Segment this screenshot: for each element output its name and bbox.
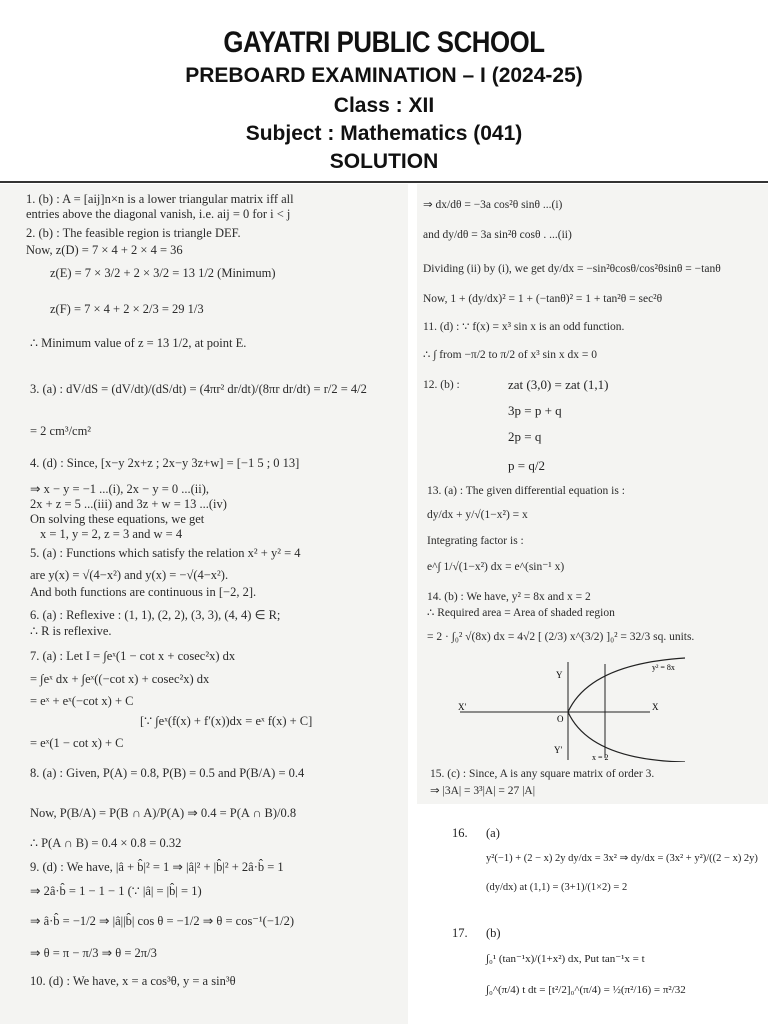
line-label: x = 2 — [592, 753, 609, 762]
solution-line: Now, z(D) = 7 × 4 + 2 × 4 = 36 — [26, 243, 183, 257]
page-header — [0, 0, 768, 180]
solution-line: 5. (a) : Functions which satisfy the relation x² + y² = 4 — [30, 546, 301, 560]
parabola-area-graph — [440, 656, 690, 762]
x-axis-label: X — [652, 702, 659, 712]
parabola-lower — [568, 712, 685, 762]
q12-step: p = q/2 — [508, 458, 545, 473]
solution-line: ∴ R is reflexive. — [30, 624, 112, 638]
solution-line: ⇒ 2â·b̂ = 1 − 1 − 1 (∵ |â| = |b̂| = 1) — [30, 884, 202, 898]
solution-line: ∴ P(A ∩ B) = 0.4 × 0.8 = 0.32 — [30, 836, 182, 850]
class-label: Class : XII — [333, 94, 435, 117]
solution-line: And both functions are continuous in [−2, 2]. — [30, 585, 257, 599]
q16-number: 16. — [452, 826, 468, 840]
solution-line: Now, 1 + (dy/dx)² = 1 + (−tanθ)² = 1 + tan²θ = sec²θ — [423, 293, 663, 305]
solution-line: = ∫eˣ dx + ∫eˣ((−cot x) + cosec²x) dx — [30, 672, 210, 686]
solution-title: SOLUTION — [329, 150, 439, 173]
solution-line: 13. (a) : The given differential equation is : — [427, 485, 625, 497]
y-axis-neg-label: Y′ — [554, 745, 563, 755]
solution-line: entries above the diagonal vanish, i.e. aij = 0 for i < j — [26, 207, 291, 221]
x-axis-neg-label: X′ — [458, 702, 467, 712]
solution-line: 14. (b) : We have, y² = 8x and x = 2 — [427, 591, 591, 603]
scanned-solutions-left — [0, 184, 408, 1024]
solution-line: 4. (d) : Since, [x−y 2x+z ; 2x−y 3z+w] = [−1 5 ; 0 13] — [30, 456, 300, 470]
q12-step: zat (3,0) = zat (1,1) — [508, 377, 609, 392]
q12-step: 3p = p + q — [508, 403, 562, 418]
solution-line: Integrating factor is : — [427, 535, 524, 547]
q17-option: (b) — [486, 926, 501, 940]
subject-label: Subject : Mathematics (041) — [245, 122, 523, 145]
solution-line: [∵ ∫eˣ(f(x) + f′(x))dx = eˣ f(x) + C] — [140, 714, 313, 728]
exam-title: PREBOARD EXAMINATION – I (2024-25) — [185, 64, 583, 87]
q17-number: 17. — [452, 926, 468, 940]
solution-line: 1. (b) : A = [aij]n×n is a lower triangular matrix iff all — [26, 192, 294, 206]
solution-line: = eˣ + eˣ(−cot x) + C — [30, 694, 134, 708]
solution-line: and dy/dθ = 3a sin²θ cosθ . ...(ii) — [423, 229, 572, 241]
solution-line: 7. (a) : Let I = ∫eˣ(1 − cot x + cosec²x) dx — [30, 649, 236, 663]
solution-line: dy/dx + y/√(1−x²) = x — [427, 509, 528, 521]
solution-line: 11. (d) : ∵ f(x) = x³ sin x is an odd function. — [423, 321, 625, 333]
solution-line: = 2 cm³/cm² — [30, 424, 92, 438]
q12-step: 2p = q — [508, 429, 542, 444]
solution-line: x = 1, y = 2, z = 3 and w = 4 — [40, 527, 183, 541]
solution-line: On solving these equations, we get — [30, 512, 205, 526]
solution-line: 10. (d) : We have, x = a cos³θ, y = a sin³θ — [30, 974, 236, 988]
solution-line: = eˣ(1 − cot x) + C — [30, 736, 124, 750]
solution-line: ⇒ θ = π − π/3 ⇒ θ = 2π/3 — [30, 946, 157, 960]
solution-line: ⇒ â·b̂ = −1/2 ⇒ |â||b̂| cos θ = −1/2 ⇒ θ = cos⁻¹(−1/2) — [30, 914, 295, 928]
q17-step: ∫₀¹ (tan⁻¹x)/(1+x²) dx, Put tan⁻¹x = t — [486, 953, 645, 965]
origin-label: O — [557, 714, 564, 724]
solution-line: 2x + z = 5 ...(iii) and 3z + w = 13 ...(iv) — [30, 497, 227, 511]
q16-step: y²(−1) + (2 − x) 2y dy/dx = 3x² ⇒ dy/dx = (3x² + y²)/((2 − x) 2y) — [486, 853, 758, 864]
q16-option: (a) — [486, 826, 500, 840]
solution-line: are y(x) = √(4−x²) and y(x) = −√(4−x²). — [30, 568, 229, 582]
solution-line: 8. (a) : Given, P(A) = 0.8, P(B) = 0.5 and P(B/A) = 0.4 — [30, 766, 305, 780]
y-axis-label: Y — [556, 670, 563, 680]
curve-label: y² = 8x — [652, 663, 675, 672]
solution-line: ⇒ x − y = −1 ...(i), 2x − y = 0 ...(ii), — [30, 482, 210, 496]
solution-line: ⇒ |3A| = 3³|A| = 27 |A| — [430, 785, 536, 797]
solution-line: 6. (a) : Reflexive : (1, 1), (2, 2), (3, 3), (4, 4) ∈ R; — [30, 608, 281, 622]
solution-line: e^∫ 1/√(1−x²) dx = e^(sin⁻¹ x) — [427, 561, 565, 573]
solution-line: ∴ Required area = Area of shaded region — [427, 607, 615, 619]
solution-line: 12. (b) : — [423, 379, 460, 391]
q16-step: (dy/dx) at (1,1) = (3+1)/(1×2) = 2 — [486, 882, 628, 893]
solution-line: Dividing (ii) by (i), we get dy/dx = −sin²θcosθ/cos²θsinθ = −tanθ — [423, 263, 721, 275]
solution-line: 15. (c) : Since, A is any square matrix of order 3. — [430, 768, 655, 780]
solution-line: z(F) = 7 × 4 + 2 × 2/3 = 29 1/3 — [50, 302, 204, 316]
solution-line: ∴ ∫ from −π/2 to π/2 of x³ sin x dx = 0 — [423, 349, 597, 361]
solution-line: Now, P(B/A) = P(B ∩ A)/P(A) ⇒ 0.4 = P(A ∩ B)/0.8 — [30, 806, 297, 820]
q17-step: ∫₀^(π/4) t dt = [t²/2]₀^(π/4) = ½(π²/16) = π²/32 — [486, 984, 686, 996]
solution-line: 2. (b) : The feasible region is triangle DEF. — [26, 226, 241, 240]
solution-line: ∴ Minimum value of z = 13 1/2, at point E. — [30, 336, 247, 350]
header-divider — [0, 181, 768, 183]
solution-line: z(E) = 7 × 3/2 + 2 × 3/2 = 13 1/2 (Minimum) — [50, 266, 276, 280]
school-name: GAYATRI PUBLIC SCHOOL — [223, 26, 545, 59]
solution-line: ⇒ dx/dθ = −3a cos²θ sinθ ...(i) — [423, 199, 563, 211]
solution-line: 3. (a) : dV/dS = (dV/dt)/(dS/dt) = (4πr² dr/dt)/(8πr dr/dt) = r/2 = 4/2 — [30, 382, 367, 396]
solution-line: = 2 · ∫₀² √(8x) dx = 4√2 [ (2/3) x^(3/2) ]₀² = 32/3 sq. units. — [427, 631, 695, 643]
solution-line: 9. (d) : We have, |â + b̂|² = 1 ⇒ |â|² + |b̂|² + 2â·b̂ = 1 — [30, 860, 284, 874]
